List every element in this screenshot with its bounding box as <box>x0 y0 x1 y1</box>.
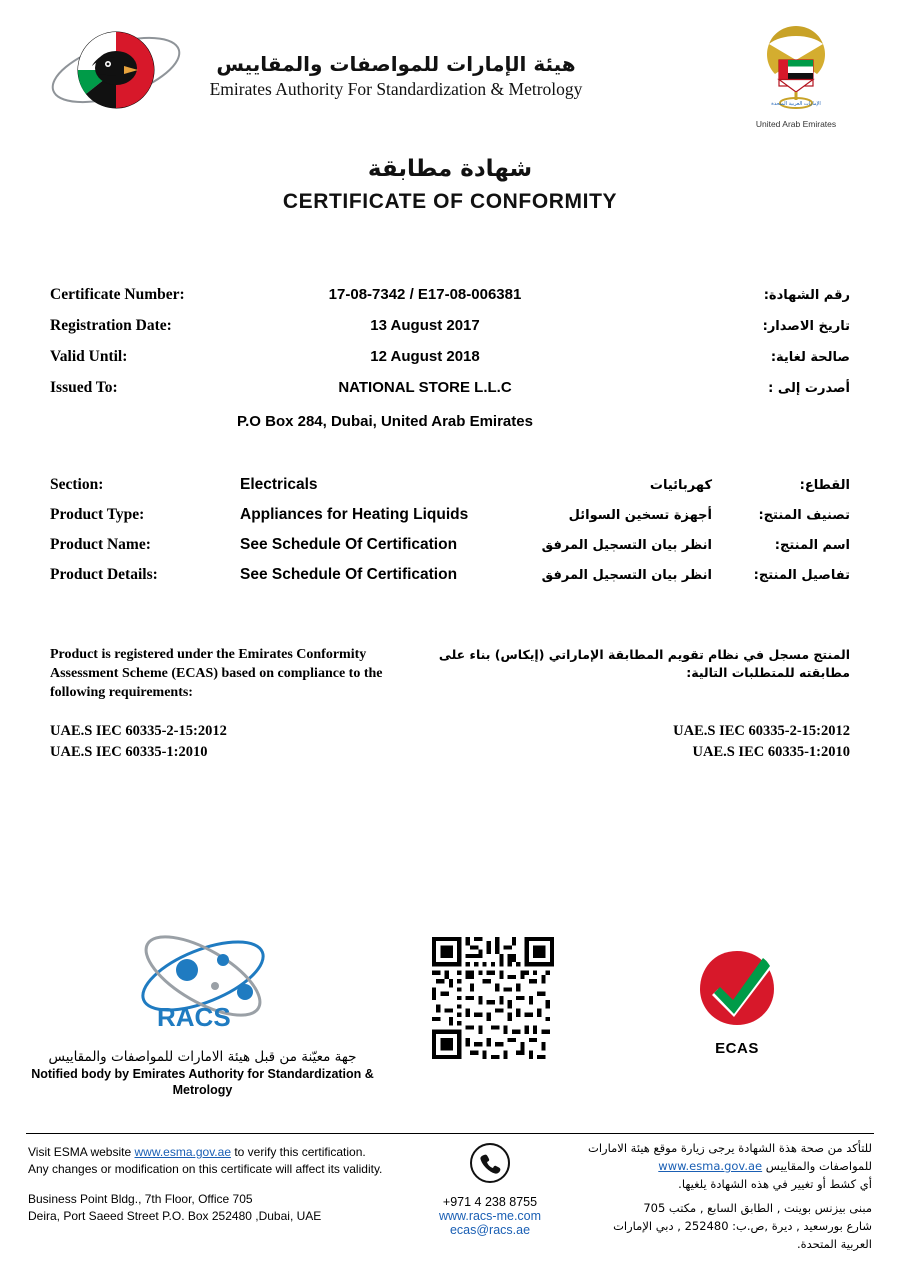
phone-icon <box>469 1142 511 1184</box>
racs-caption-arabic: جهة معيّنة من قبل هيئة الامارات للمواصفات والمقاييس <box>48 1049 357 1065</box>
standard-item: UAE.S IEC 60335-1:2010 <box>50 743 208 760</box>
footer-validity-note: Any changes or modification on this certificate will affect its validity. <box>28 1162 383 1177</box>
field-row-product-name <box>50 536 850 554</box>
label-issued-to: Issued To: <box>50 379 118 396</box>
standard-item: UAE.S IEC 60335-1:2010 <box>692 743 850 760</box>
field-row-certificate-number <box>50 286 850 304</box>
label-product-name: Product Name: <box>50 536 151 553</box>
footer-ar-line-5: شارع بورسعيد , ديرة ,ص.ب: 252480 , دبي الإمارات <box>613 1219 872 1234</box>
field-row-section <box>50 476 850 494</box>
footer-ar-line-1: للتأكد من صحة هذة الشهادة يرجى زيارة موقع هيئة الامارات <box>588 1141 872 1155</box>
scheme-text-arabic: المنتج مسجل في نظام تقويم المطابقة الإماراتي (إيكاس) بناء على مطابقته للمتطلبات التالية: <box>438 647 850 681</box>
uae-falcon-emblem-icon <box>751 20 841 112</box>
label-product-type: Product Type: <box>50 506 145 523</box>
field-row-valid-until <box>50 348 850 366</box>
title-arabic: شهادة مطابقة <box>367 156 533 182</box>
footer-email[interactable]: ecas@racs.ae <box>449 1223 531 1237</box>
marks-row <box>0 925 900 1125</box>
label-ar-certificate-number: رقم الشهادة: <box>763 288 850 303</box>
esma-website-link[interactable]: www.esma.gov.ae <box>134 1145 231 1159</box>
value-registration-date: 13 August 2017 <box>370 317 480 334</box>
value-section: Electricals <box>240 476 318 493</box>
label-ar-registration-date: تاريخ الاصدار: <box>762 319 850 334</box>
racs-logo-icon <box>83 930 323 1040</box>
footer-verify-text-b: to verify this certification. <box>231 1145 366 1159</box>
issued-to-address: P.O Box 284, Dubai, United Arab Emirates <box>237 413 533 430</box>
label-valid-until: Valid Until: <box>50 348 128 365</box>
uae-emblem <box>746 20 846 129</box>
value-product-details: See Schedule Of Certification <box>240 566 458 583</box>
footer-address-line-1: Business Point Bldg., 7th Floor, Office 705 <box>28 1191 253 1206</box>
label-ar-product-name: اسم المنتج: <box>774 538 850 553</box>
label-ar-issued-to: أصدرت إلى : <box>768 381 850 396</box>
value-product-name: See Schedule Of Certification <box>240 536 458 553</box>
label-ar-section: القطاع: <box>799 478 850 493</box>
footer-left <box>28 1144 388 1226</box>
field-row-product-type <box>50 506 850 524</box>
svg-text:الإمارات العربية المتحدة: الإمارات العربية المتحدة <box>771 101 821 107</box>
value-ar-product-type: أجهزة تسخين السوائل <box>568 508 712 523</box>
document-footer <box>0 1140 900 1270</box>
org-name-english: Emirates Authority For Standardization & Metrology <box>209 79 583 99</box>
field-row-registration-date <box>50 317 850 335</box>
field-row-issued-to <box>50 379 850 397</box>
value-ar-section: كهربائيات <box>649 478 712 493</box>
value-valid-until: 12 August 2018 <box>370 348 480 365</box>
scheme-text-english: Product is registered under the Emirates Conformity Assessment Scheme (ECAS) based on compliance to the following requirements: <box>50 647 383 700</box>
scheme-statement <box>0 646 900 703</box>
footer-website[interactable]: www.racs-me.com <box>438 1209 542 1223</box>
value-certificate-number: 17-08-7342 / E17-08-006381 <box>328 286 522 303</box>
footer-phone: +971 4 238 8755 <box>442 1195 538 1209</box>
qr-code[interactable] <box>432 937 554 1059</box>
ecas-label: ECAS <box>715 1040 759 1057</box>
footer-address-line-2: Deira, Port Saeed Street P.O. Box 252480 ,Dubai, UAE <box>28 1209 322 1224</box>
label-registration-date: Registration Date: <box>50 317 172 334</box>
footer-ar-line-2-text: للمواصفات والمقاييس <box>765 1158 872 1173</box>
label-product-details: Product Details: <box>50 566 158 583</box>
value-ar-product-name: انظر بيان التسجيل المرفق <box>541 538 712 553</box>
label-certificate-number: Certificate Number: <box>50 286 185 303</box>
footer-verify-line <box>28 1144 388 1161</box>
esma-website-link-arabic[interactable]: www.esma.gov.ae <box>658 1158 763 1173</box>
standards-right <box>673 721 850 763</box>
ecas-mark <box>672 945 802 1057</box>
esma-logo-icon <box>46 24 186 116</box>
racs-mark <box>30 930 375 1099</box>
standards-left <box>50 721 227 763</box>
racs-wordmark: RACS <box>156 1002 231 1032</box>
footer-contact <box>400 1142 580 1237</box>
standard-item: UAE.S IEC 60335-2-15:2012 <box>50 722 227 739</box>
emblem-caption: United Arab Emirates <box>755 119 837 129</box>
footer-ar-line-6: العربية المتحدة. <box>796 1237 872 1252</box>
product-details <box>0 476 900 584</box>
footer-ar-line-2 <box>572 1158 872 1176</box>
field-row-product-details <box>50 566 850 584</box>
racs-caption-english: Notified body by Emirates Authority for Standardization & Metrology <box>31 1067 374 1098</box>
label-ar-product-details: تفاصيل المنتج: <box>753 568 850 583</box>
document-header <box>0 0 900 150</box>
certificate-details <box>0 286 900 430</box>
page-title <box>0 156 900 214</box>
ecas-checkmark-icon <box>694 945 780 1031</box>
org-name-arabic: هيئة الإمارات للمواصفات والمقاييس <box>216 52 576 76</box>
footer-ar-line-3: أي كشط أو تغيير في هذه الشهادة يلغيها. <box>678 1176 872 1191</box>
value-ar-product-details: انظر بيان التسجيل المرفق <box>541 568 712 583</box>
value-product-type: Appliances for Heating Liquids <box>240 506 469 523</box>
label-ar-valid-until: صالحة لغاية: <box>770 350 850 365</box>
footer-ar-line-4: مبنى بيزنس بوينت , الطابق السابع , مكتب 705 <box>643 1201 872 1216</box>
title-english: CERTIFICATE OF CONFORMITY <box>282 190 618 213</box>
standard-item: UAE.S IEC 60335-2-15:2012 <box>673 722 850 739</box>
label-ar-product-type: تصنيف المنتج: <box>758 508 850 523</box>
standards-list <box>0 721 900 763</box>
value-issued-to: NATIONAL STORE L.L.C <box>338 379 512 396</box>
footer-divider <box>26 1133 874 1134</box>
label-section: Section: <box>50 476 104 493</box>
footer-verify-text-a: Visit ESMA website <box>28 1145 135 1159</box>
organization-title <box>186 52 606 100</box>
footer-arabic <box>572 1140 872 1261</box>
